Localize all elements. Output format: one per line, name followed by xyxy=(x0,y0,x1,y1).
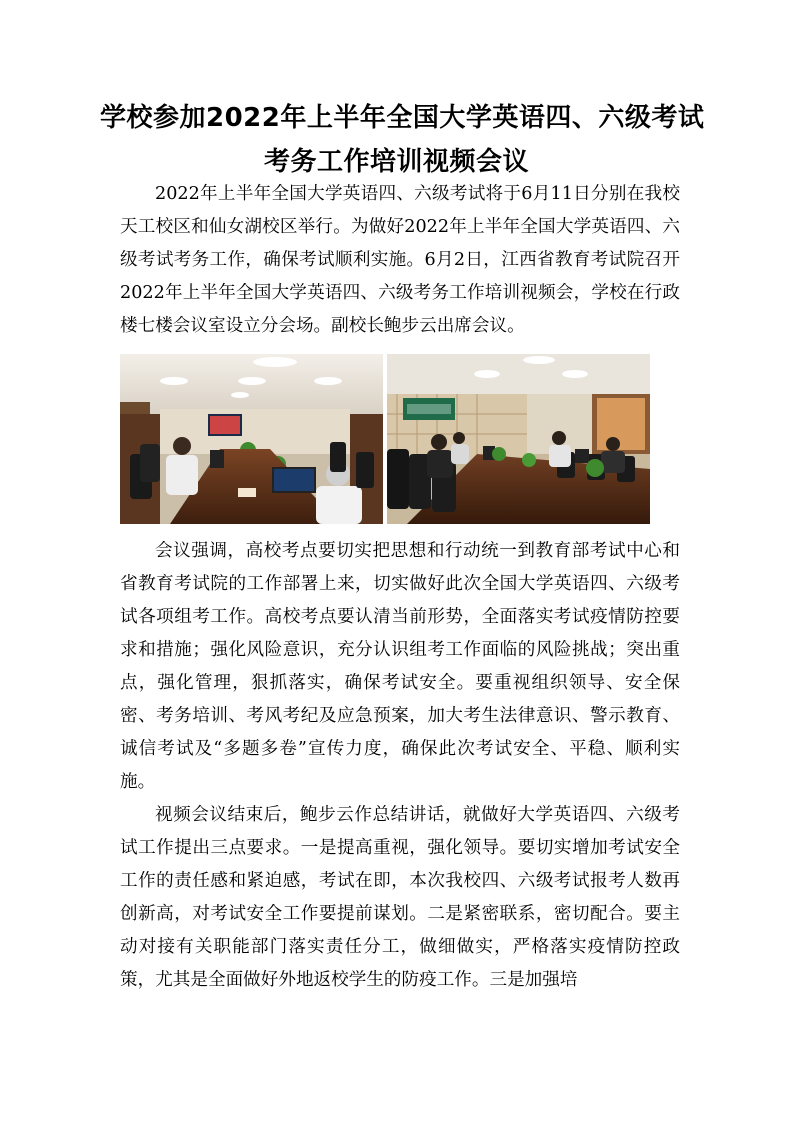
paragraph-meeting-emphasis: 会议强调，高校考点要切实把思想和行动统一到教育部考试中心和省教育考试院的工作部署上来，切实做好此次全国大学英语四、六级考试各项组考工作。高校考点要认清当前形势，全面落实考试疫情防控要求和措施；强化风险意识，充分认识组考工作面临的风险挑战；突出重点，强化管理，狠抓落实，确保考试安全。要重视组织领导、安全保密、考务培训、考风考纪及应急预案，加大考生法律意识、警示教育、诚信考试及“多题多卷”宣传力度，确保此次考试安全、平稳、顺利实施。 xyxy=(120,541,680,792)
article-title-line1: 学校参加2022年上半年全国大学英语四、六级考试 xyxy=(100,103,705,133)
paragraph-intro: 2022年上半年全国大学英语四、六级考试将于6月11日分别在我校天工校区和仙女湖校区举行。为做好2022年上半年全国大学英语四、六级考试考务工作，确保考试顺利实施。6月2日，江西省教育考试院召开2022年上半年全国大学英语四、六级考务工作培训视频会，学校在行政楼七楼会议室设立分会场。副校长鲍步云出席会议。 xyxy=(120,184,680,336)
article-title-line2: 考务工作培训视频会议 xyxy=(263,147,529,177)
meeting-photo-left xyxy=(120,354,383,524)
meeting-photo-right xyxy=(387,354,650,524)
paragraph-summary-speech: 视频会议结束后，鲍步云作总结讲话，就做好大学英语四、六级考试工作提出三点要求。一是提高重视，强化领导。要切实增加考试安全工作的责任感和紧迫感，考试在即，本次我校四、六级考试报考人数再创新高，对考试安全工作要提前谋划。二是紧密联系，密切配合。要主动对接有关职能部门落实责任分工，做细做实，严格落实疫情防控政策，尤其是全面做好外地返校学生的防疫工作。三是加强培 xyxy=(120,805,680,990)
